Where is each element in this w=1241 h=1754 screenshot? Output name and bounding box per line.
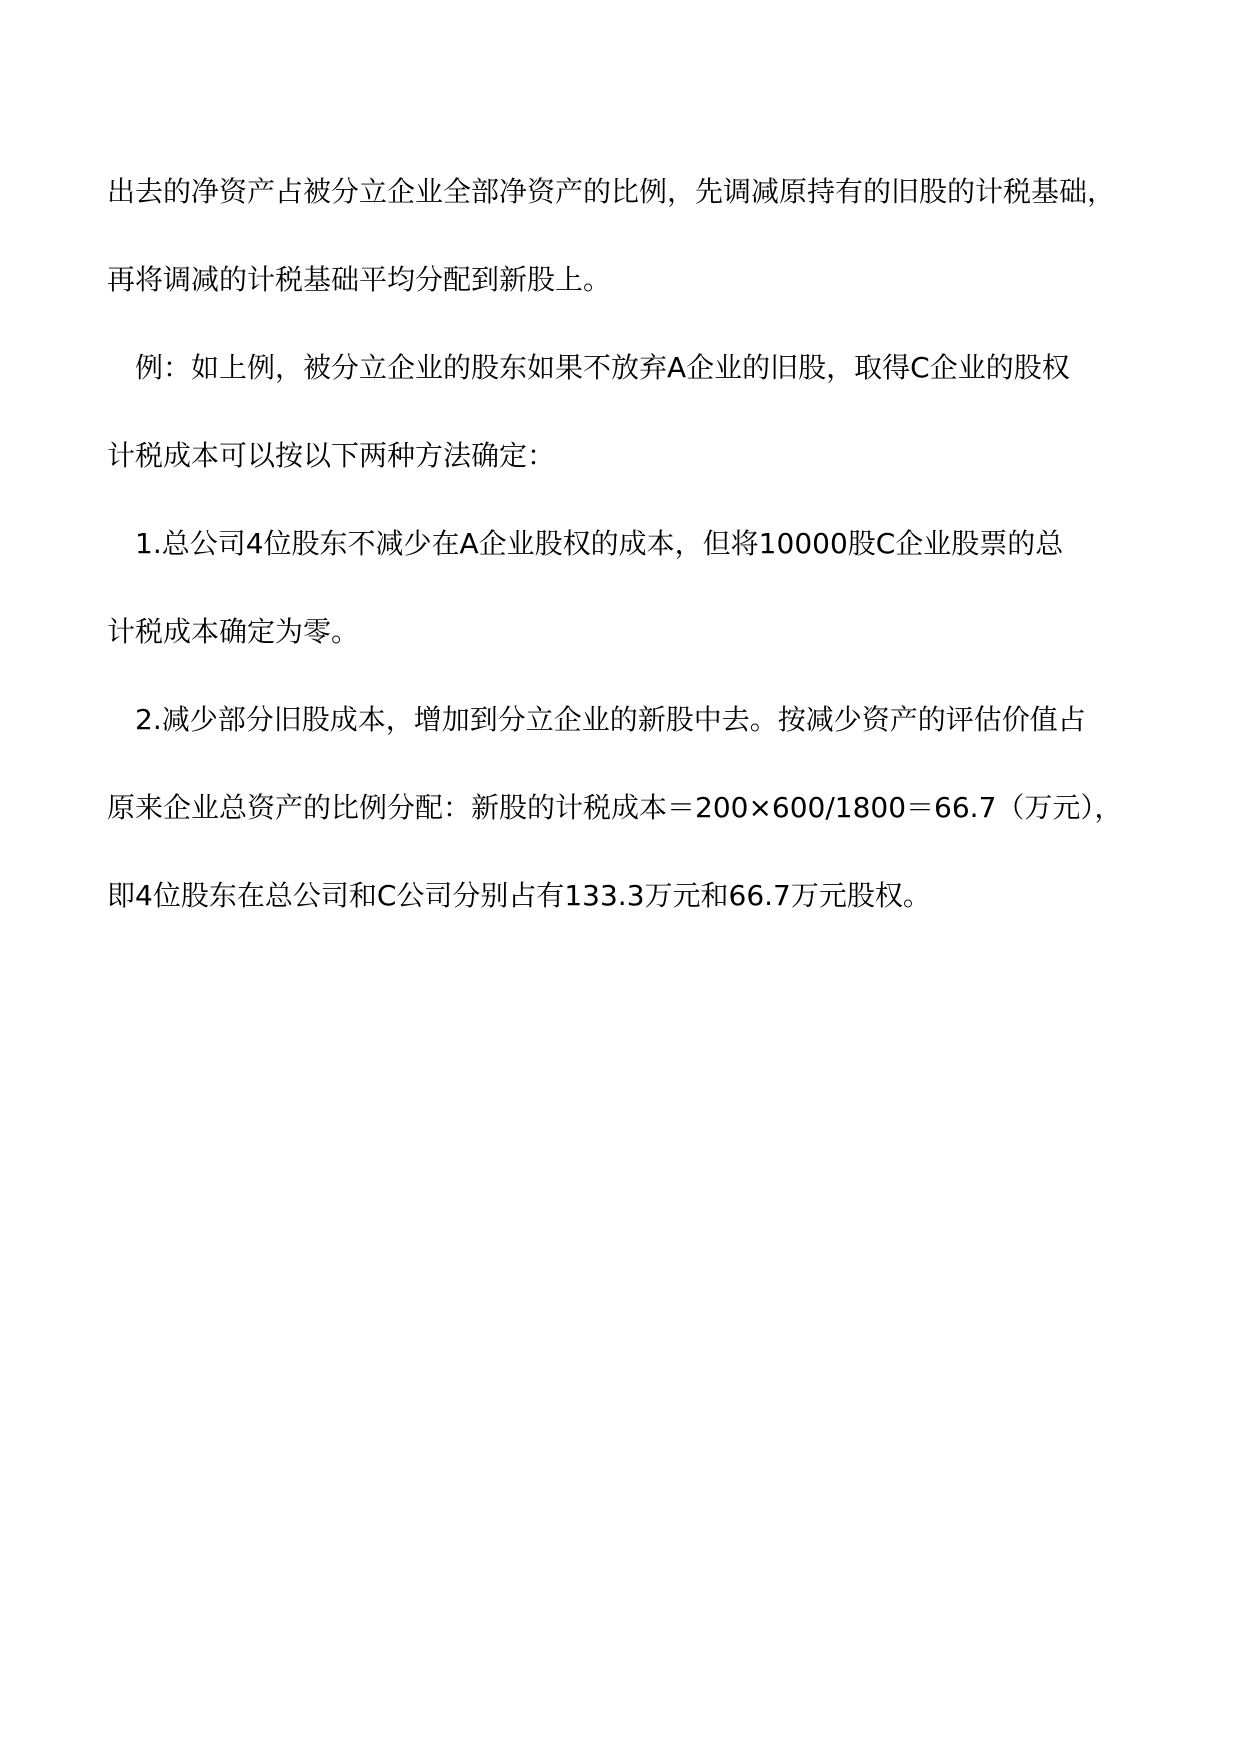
text-line: 计税成本可以按以下两种方法确定： xyxy=(107,439,556,472)
text-line: 2.减少部分旧股成本，增加到分立企业的新股中去。按减少资产的评估价值占 xyxy=(135,703,1086,736)
text-line: 计税成本确定为零。 xyxy=(107,615,360,648)
text-line: 出去的净资产占被分立企业全部净资产的比例，先调减原持有的旧股的计税基础， xyxy=(107,175,1116,208)
text-line: 例：如上例，被分立企业的股东如果不放弃A企业的旧股，取得C企业的股权 xyxy=(135,351,1070,384)
paragraph-method-1 xyxy=(107,500,1137,676)
paragraph-example xyxy=(107,324,1137,500)
text-line: 即4位股东在总公司和C公司分别占有133.3万元和66.7万元股权。 xyxy=(107,879,931,912)
paragraph-method-2 xyxy=(107,676,1137,940)
text-line: 再将调减的计税基础平均分配到新股上。 xyxy=(107,263,612,296)
text-line: 原来企业总资产的比例分配：新股的计税成本＝200×600/1800＝66.7（万元）， xyxy=(107,791,1123,824)
text-line: 1.总公司4位股东不减少在A企业股权的成本，但将10000股C企业股票的总 xyxy=(135,527,1064,560)
paragraph-tax-basis-adjustment xyxy=(107,148,1137,324)
